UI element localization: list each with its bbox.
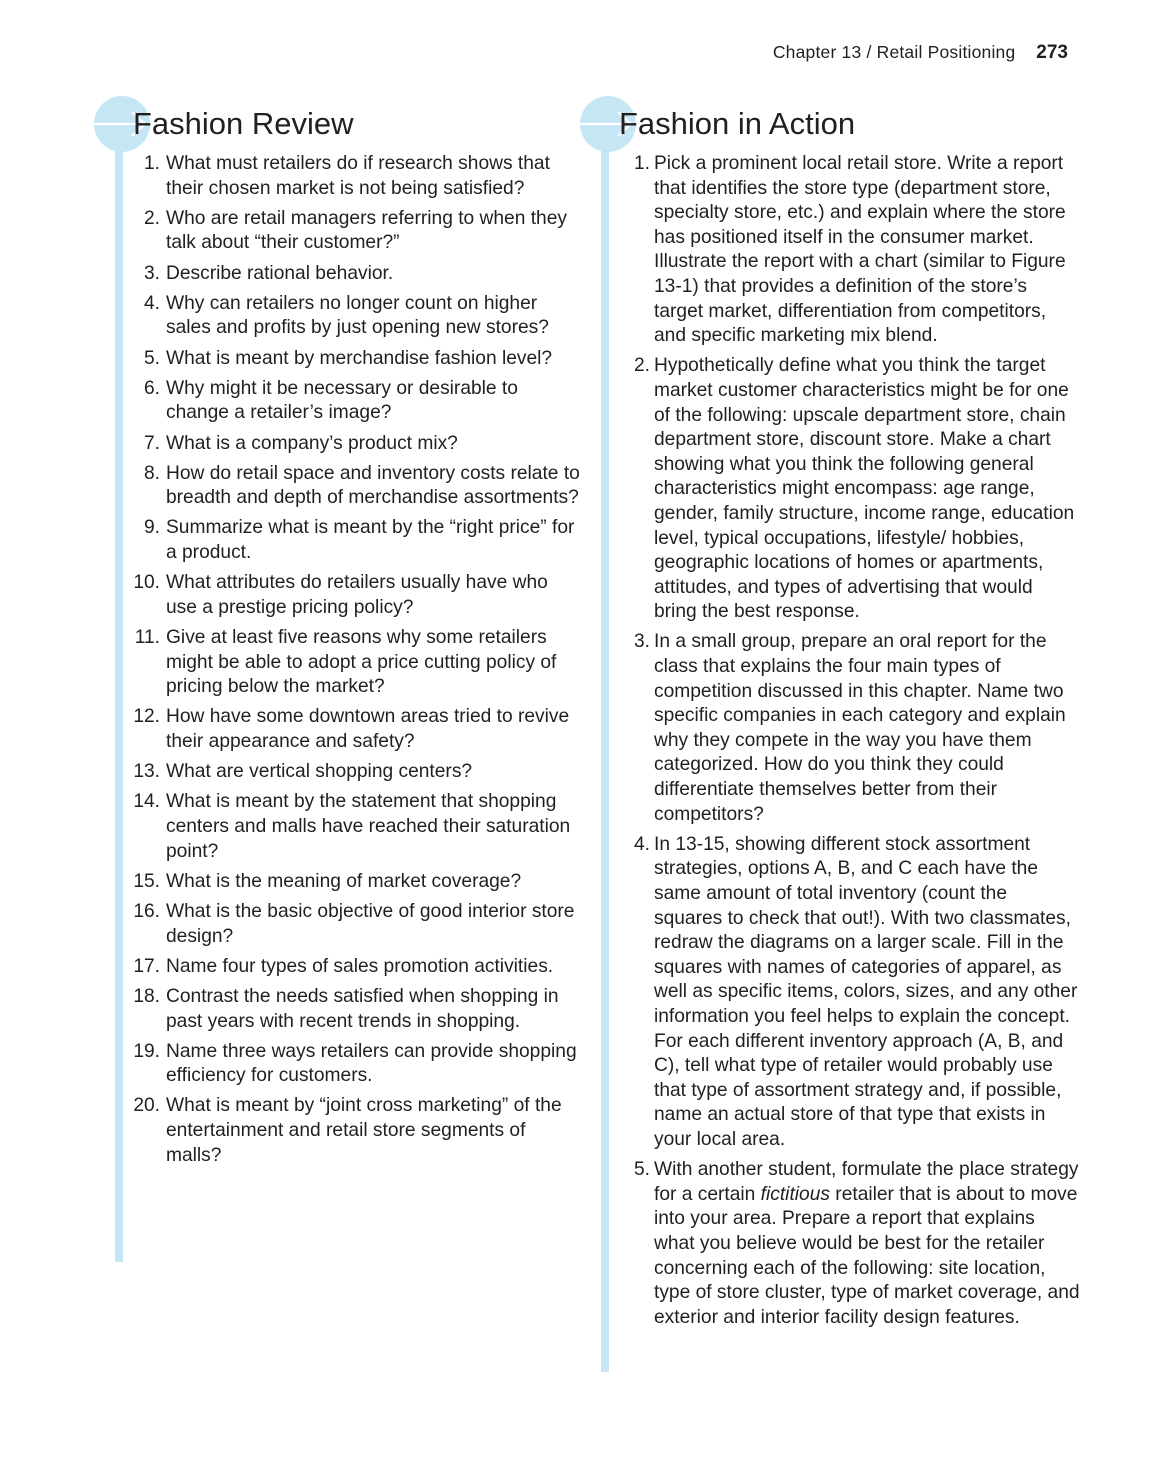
list-item (124, 292, 584, 341)
item-text: What is the meaning of market coverage? (166, 870, 522, 892)
item-number: 15. (133, 870, 160, 892)
list-item (124, 262, 584, 287)
list-item (124, 152, 584, 201)
item-text (654, 1158, 1080, 1330)
list-item (124, 705, 584, 754)
list-item (620, 152, 1080, 349)
item-number: 5. (143, 347, 160, 369)
list-item (124, 432, 584, 457)
item-number: 2. (633, 355, 650, 377)
item-number: 12. (133, 706, 160, 728)
list-item (124, 900, 584, 949)
list-item (124, 870, 584, 895)
item-number: 3. (143, 262, 160, 284)
item-number: 5. (633, 1159, 650, 1181)
item-text: Give at least five reasons why some retailers might be able to adopt a price cutting policy of pricing below the market? (166, 627, 557, 698)
item-text: Who are retail managers referring to when they talk about “their customer?” (166, 207, 567, 254)
item-text: Why can retailers no longer count on higher sales and profits by just opening new stores? (166, 292, 549, 339)
chapter-title: Chapter 13 / Retail Positioning (772, 42, 1016, 62)
list-item (124, 207, 584, 256)
list-item (124, 626, 584, 700)
item-number: 20. (133, 1095, 160, 1117)
item-number: 14. (133, 791, 160, 813)
item-text: What is meant by merchandise fashion level? (166, 347, 553, 369)
item-text: Describe rational behavior. (166, 262, 394, 284)
item-number: 6. (143, 377, 160, 399)
action-activity-list (620, 152, 1080, 1336)
item-number: 11. (134, 627, 160, 649)
section-side-bar (115, 146, 123, 1262)
list-item (620, 354, 1080, 625)
list-item (620, 1158, 1080, 1330)
item-number: 1. (633, 153, 650, 174)
review-question-list (124, 152, 584, 1174)
page-number: 273 (1036, 42, 1068, 63)
item-text: Pick a prominent local retail store. Write a report that identifies the store type (department store, specialty store, etc.) and explain where the store has positioned itself in the consumer market. Illustrate the report with a chart (similar to Figure 13-1) that provides a definition of the store’s target market, differentiation from competitors, and specific marketing mix blend. (654, 153, 1066, 347)
item-number: 18. (133, 985, 160, 1007)
item-text: What is a company’s product mix? (166, 432, 458, 454)
section-side-bar (601, 146, 609, 1372)
list-item (124, 516, 584, 565)
list-item (124, 377, 584, 426)
item-text: Why might it be necessary or desirable to change a retailer’s image? (166, 377, 518, 424)
item-text: Name four types of sales promotion activities. (166, 955, 554, 977)
item-number: 13. (133, 761, 160, 783)
item-text: What must retailers do if research shows that their chosen market is not being satisfied? (166, 153, 550, 199)
item-number: 16. (133, 900, 160, 922)
item-number: 17. (133, 955, 160, 977)
item-number: 9. (143, 517, 160, 539)
item-number: 4. (143, 292, 160, 314)
item-text: Summarize what is meant by the “right price” for a product. (166, 517, 575, 564)
item-text-emphasis: fictitious (760, 1183, 830, 1205)
item-text: What is meant by “joint cross marketing” of the entertainment and retail store segments of malls? (166, 1095, 562, 1166)
list-item (124, 462, 584, 511)
item-text: What is the basic objective of good interior store design? (166, 900, 575, 947)
item-text: What is meant by the statement that shopping centers and malls have reached their saturation point? (166, 791, 571, 862)
list-item (124, 790, 584, 864)
list-item (124, 985, 584, 1034)
list-item (124, 955, 584, 980)
list-item (124, 347, 584, 372)
list-item (620, 630, 1080, 827)
list-item (124, 571, 584, 620)
item-text-part: With another student, formulate the place strategy for a certain (654, 1159, 1079, 1205)
section-title: Fashion Review (133, 106, 354, 141)
item-text-part: retailer that is about to move into your area. Prepare a report that explains what you believe would be best for the retailer concerning each of the following: site location, type of store cluster, type of market coverage, and exterior and interior facility design features. (654, 1183, 1080, 1328)
item-number: 10. (133, 572, 160, 594)
item-number: 4. (633, 833, 650, 855)
item-number: 3. (633, 631, 650, 653)
item-text: Name three ways retailers can provide shopping efficiency for customers. (166, 1040, 577, 1087)
item-text: What are vertical shopping centers? (166, 761, 473, 783)
item-number: 8. (143, 462, 160, 484)
list-item (620, 833, 1080, 1153)
item-text: In a small group, prepare an oral report for the class that explains the four main types of competition discussed in this chapter. Name two specific companies in each category and explain why they compete in the way you have them categorized. How do you think they could differentiate themselves better from their competitors? (654, 631, 1066, 825)
item-text: In 13-15, showing different stock assortment strategies, options A, B, and C each have the same amount of total inventory (count the squares to check that out!). With two classmates, redraw the diagrams on a larger scale. Fill in the squares with names of categories of apparel, as well as specific items, colors, sizes, and any other information you feel helps to explain the concept. For each different inventory approach (A, B, and C), tell what type of retailer would probably use that type of assortment strategy and, if possible, name an actual store of that type that exists in your local area. (654, 833, 1078, 1150)
item-number: 2. (143, 207, 160, 229)
running-head (773, 42, 1068, 64)
item-text: How do retail space and inventory costs relate to breadth and depth of merchandise assortments? (166, 462, 580, 509)
list-item (124, 760, 584, 785)
item-number: 1. (143, 153, 160, 174)
item-number: 19. (133, 1040, 160, 1062)
item-number: 7. (143, 432, 160, 454)
section-title: Fashion in Action (619, 106, 856, 141)
list-item (124, 1094, 584, 1168)
list-item (124, 1040, 584, 1089)
item-text: How have some downtown areas tried to revive their appearance and safety? (166, 706, 570, 752)
item-text: What attributes do retailers usually have who use a prestige pricing policy? (166, 572, 548, 618)
item-text: Contrast the needs satisfied when shopping in past years with recent trends in shopping. (166, 985, 559, 1032)
item-text: Hypothetically define what you think the target market customer characteristics might be for one of the following: upscale department store, chain department store, discount store. Make a chart showing what you think the following general characteristics might encompass: age range, gender, family structure, income range, education level, typical occupations, lifestyle/ hobbies, geographic locations of homes or apartments, attitudes, and types of advertising that would bring the best response. (654, 355, 1075, 623)
